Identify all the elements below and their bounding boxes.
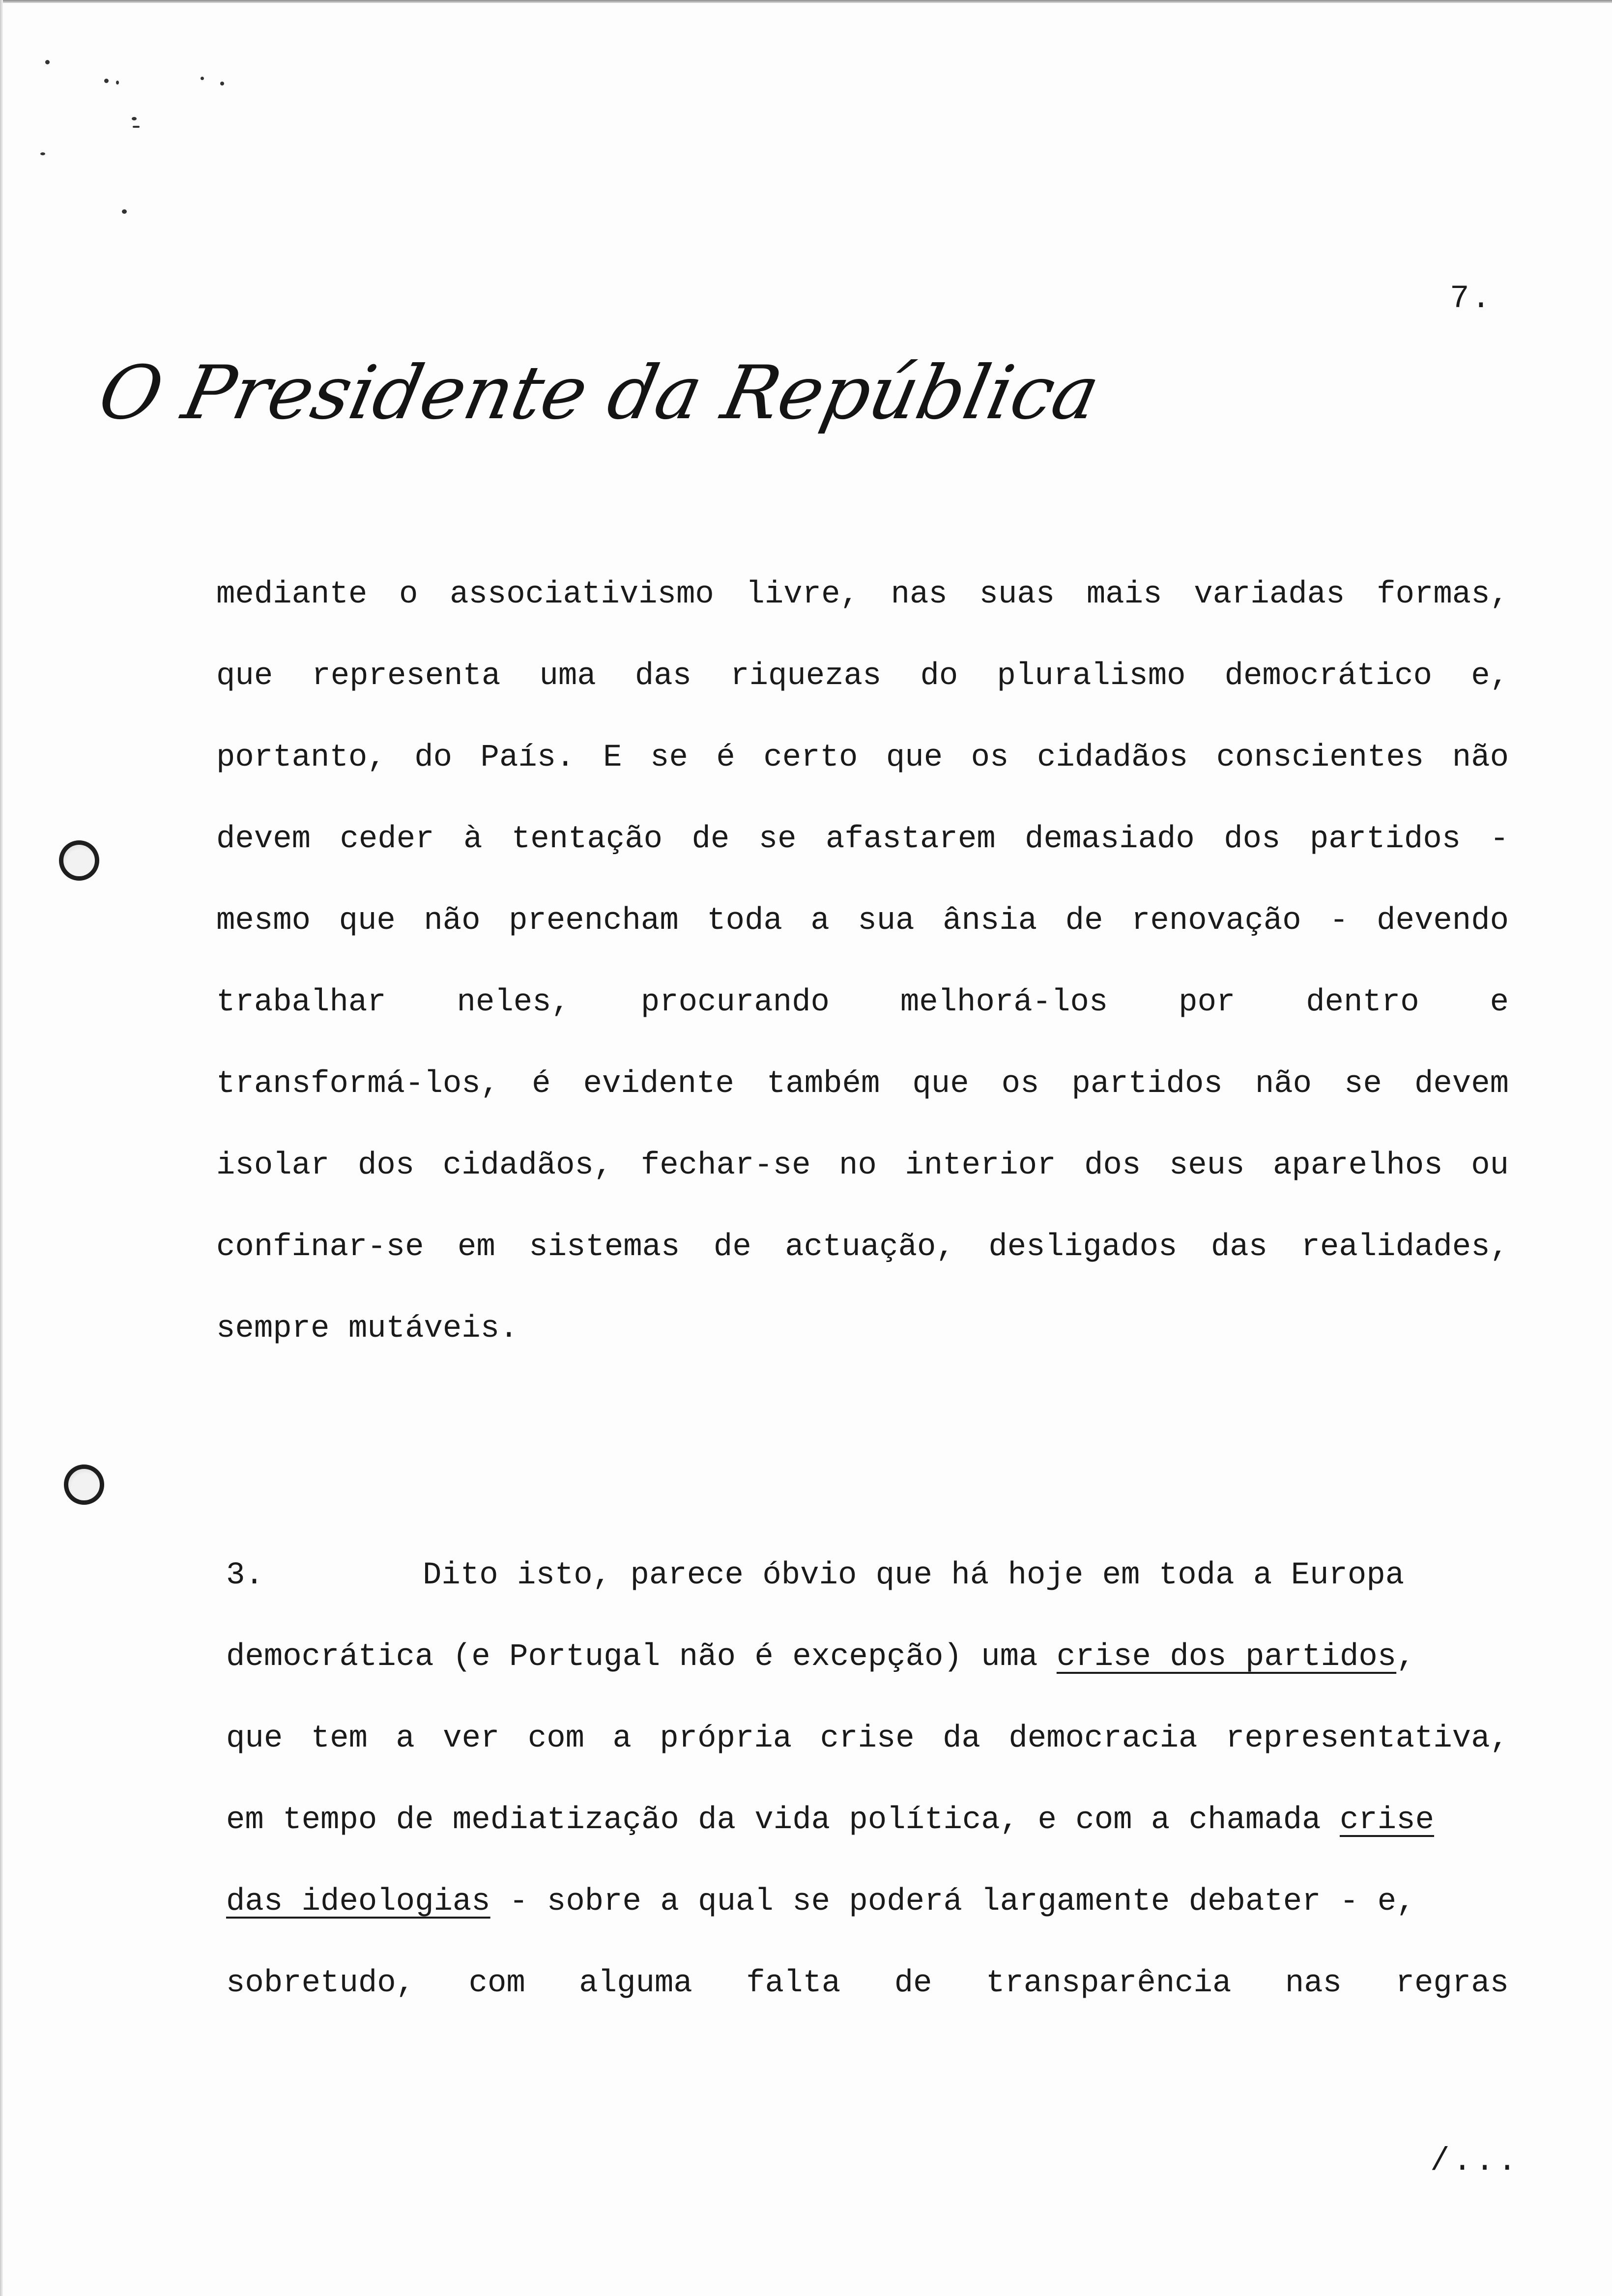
scan-speck [201, 77, 204, 80]
paragraph-2-line-2-text: democrática (e Portugal não é excepção) uma [226, 1639, 1057, 1675]
scan-speck [220, 82, 224, 86]
scan-top-edge [0, 0, 1612, 3]
paragraph-1-line-10: sempre mutáveis. [216, 1311, 518, 1347]
paragraph-1-line-1: mediante o associativismo livre, nas suas mais variadas formas, [216, 577, 1509, 612]
page-number: 7. [1450, 280, 1493, 317]
scan-speck [116, 81, 119, 85]
paragraph-1-line-8: isolar dos cidadãos, fechar-se no interior dos seus aparelhos ou [216, 1148, 1509, 1183]
paragraph-2-line-1 [226, 1556, 1509, 1595]
scan-speck [45, 60, 50, 64]
section-number: 3. [226, 1558, 264, 1593]
scan-speck [40, 152, 45, 155]
scan-speck [104, 79, 109, 83]
paragraph-1-line-9: confinar-se em sistemas de actuação, desligados das realidades, [216, 1230, 1509, 1265]
underlined-phrase-das-ideologias: das ideologias [226, 1884, 490, 1920]
paragraph-2-line-1-text: Dito isto, parece óbvio que há hoje em toda a Europa [423, 1558, 1405, 1593]
paragraph-2-line-6: sobretudo, com alguma falta de transparência nas regras [226, 1966, 1509, 2001]
paragraph-2-line-2-punct: , [1396, 1639, 1415, 1675]
scan-speck [122, 209, 127, 214]
paragraph-1-line-4: devem ceder à tentação de se afastarem demasiado dos partidos - [216, 822, 1509, 857]
paragraph-2-line-4-text: em tempo de mediatização da vida política, e com a chamada [226, 1803, 1340, 1838]
underlined-word-crise: crise [1339, 1803, 1434, 1838]
paragraph-2-line-3: que tem a ver com a própria crise da democracia representativa, [226, 1721, 1509, 1756]
scan-speck [132, 117, 137, 120]
scan-speck [133, 126, 140, 128]
underlined-phrase-crise-dos-partidos: crise dos partidos [1056, 1639, 1397, 1675]
punch-hole-bottom [64, 1464, 104, 1505]
letterhead-script: O Presidente da República [91, 350, 1107, 436]
paragraph-1-line-5: mesmo que não preencham toda a sua ânsia de renovação - devendo [216, 903, 1509, 939]
paragraph-2-line-4 [226, 1801, 1509, 1840]
scan-left-edge [0, 0, 3, 2296]
paragraph-2-line-5-text: - sobre a qual se poderá largamente debater - e, [490, 1884, 1415, 1920]
paragraph-2-line-2 [226, 1637, 1509, 1677]
punch-hole-top [59, 840, 99, 881]
paragraph-2-line-5 [226, 1882, 1509, 1922]
paragraph-1-line-3: portanto, do País. E se é certo que os cidadãos conscientes não [216, 740, 1509, 775]
continuation-mark: /... [1430, 2143, 1520, 2180]
paragraph-1-line-6: trabalhar neles, procurando melhorá-los por dentro e [216, 985, 1509, 1020]
paragraph-1-line-2: que representa uma das riquezas do pluralismo democrático e, [216, 659, 1509, 694]
paragraph-1-line-7: transformá-los, é evidente também que os partidos não se devem [216, 1066, 1509, 1102]
